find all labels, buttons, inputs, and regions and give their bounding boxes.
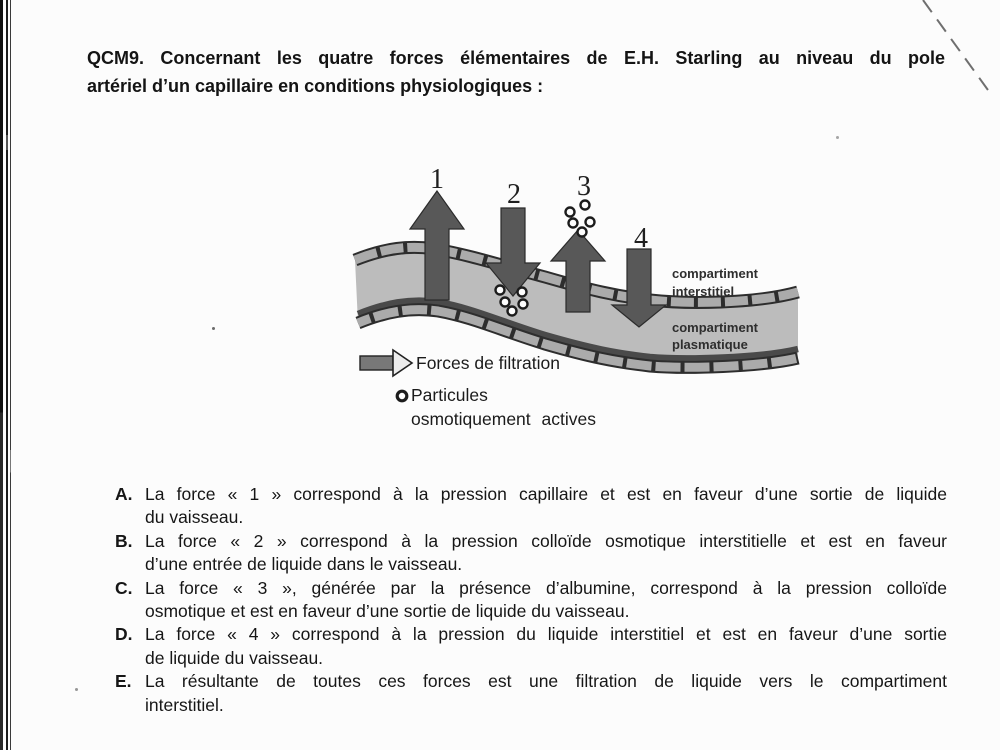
option-text-line: La force « 4 » correspond à la pression du liquide interstitiel et est en faveur d’une sortie (145, 624, 947, 645)
scan-speck (212, 327, 215, 330)
option-letter: A. (115, 484, 133, 504)
scan-edge-line (6, 0, 8, 750)
osmotic-particles-interstitial (566, 201, 595, 237)
scan-speck (75, 688, 78, 691)
answer-options (115, 483, 947, 717)
option-C (115, 577, 947, 624)
legend-particles-label-line2: osmotiquement actives (411, 409, 596, 429)
option-A (115, 483, 947, 530)
force-label-4: 4 (634, 223, 648, 254)
option-D (115, 623, 947, 670)
option-text (145, 483, 947, 530)
option-letter: B. (115, 530, 133, 551)
option-text-line: La force « 1 » correspond à la pression capillaire et est en faveur d’une sortie de liquide (145, 484, 947, 504)
option-text-line: La force « 3 », générée par la présence d’albumine, correspond à la pression colloïde (145, 577, 947, 598)
option-letter: C. (115, 577, 133, 598)
force-label-2: 2 (507, 179, 521, 210)
question-title-line1: QCM9. Concernant les quatre forces élémentaires de E.H. Starling au niveau du pole (87, 48, 945, 68)
force-label-3: 3 (577, 171, 591, 202)
option-letter: E. (115, 671, 132, 692)
plasmatic-compartment-label-line2: plasmatique (672, 337, 748, 352)
option-letter: D. (115, 624, 133, 645)
option-text-line: d’une entrée de liquide dans le vaisseau. (145, 554, 463, 575)
capillary-diagram (350, 155, 810, 445)
option-text-line: interstitiel. (145, 694, 224, 715)
option-text (145, 670, 947, 717)
option-text-line: osmotique et est en faveur d’une sortie de liquide du vaisseau. (145, 601, 630, 622)
interstitial-compartment-label-line1: compartiment (672, 266, 758, 281)
force-label-1: 1 (430, 164, 444, 195)
legend-filtration-arrow-icon (360, 350, 412, 376)
question-title-line2: artériel d’un capillaire en conditions physiologiques : (87, 76, 544, 96)
legend-particles-label-line1: Particules (411, 385, 488, 405)
plasmatic-compartment-label-line1: compartiment (672, 320, 758, 335)
option-text-line: du vaisseau. (145, 507, 244, 528)
scan-edge-line (10, 0, 11, 750)
interstitial-compartment-label-line2: interstitiel (672, 284, 735, 299)
scan-speck (836, 136, 839, 139)
legend-filtration-label: Forces de filtration (416, 353, 560, 373)
option-text (145, 623, 947, 670)
option-B (115, 530, 947, 577)
option-text (145, 530, 947, 577)
option-text (145, 577, 947, 624)
question-title (87, 44, 945, 100)
option-text-line: La résultante de toutes ces forces est une filtration de liquide vers le compartiment (145, 671, 947, 692)
option-text-line: La force « 2 » correspond à la pression colloïde osmotique interstitielle et est en faveur (145, 530, 947, 551)
option-E (115, 670, 947, 717)
scan-edge-line (0, 0, 3, 750)
option-text-line: de liquide du vaisseau. (145, 647, 324, 668)
legend-particle-icon (397, 391, 407, 401)
